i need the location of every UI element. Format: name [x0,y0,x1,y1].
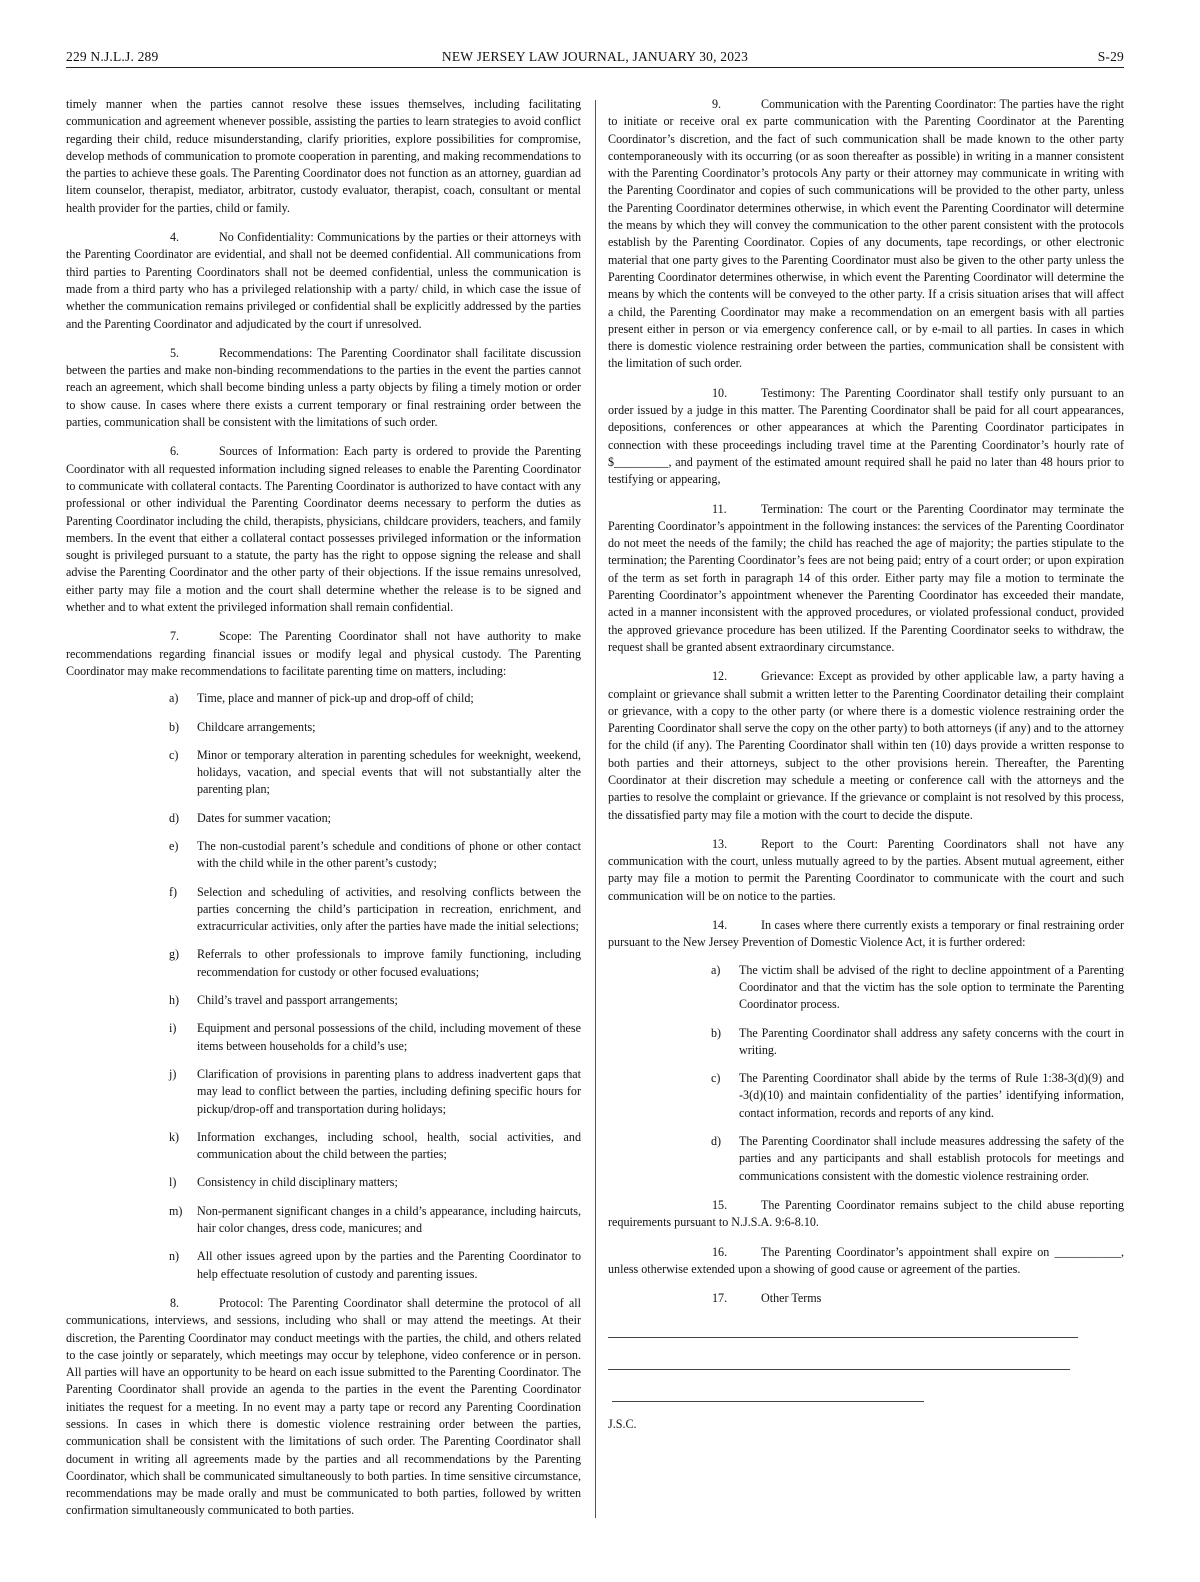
list-item-text: The Parenting Coordinator shall abide by the terms of Rule 1:38-3(d)(9) and -3(d)(10) and maintain confidentiality of the parties’ identifying information, contact information, records and reports of any kind. [739,1071,1124,1120]
list-item-text: Non-permanent significant changes in a child’s appearance, including haircuts, hair color changes, dress code, manicures; and [197,1203,581,1236]
list-item-text: Consistency in child disciplinary matters; [197,1175,398,1190]
list-item-text: All other issues agreed upon by the parties and the Parenting Coordinator to help effectuate resolution of custody and parenting issues. [197,1249,581,1281]
list-item-label: m) [169,1203,183,1218]
list-item-label: b) [711,1025,722,1040]
page-header [66,49,1124,69]
restraining-order-list [608,962,1124,1185]
list-item-text: The victim shall be advised of the right to decline appointment of a Parenting Coordinator and that the victim has the sole option to terminate the Parenting Coordinator process. [739,962,1124,1012]
paragraph-7 [66,628,581,680]
list-item-label: k) [169,1129,180,1144]
list-item-label: a) [169,691,179,706]
list-item [169,719,581,736]
list-item-label: b) [169,719,180,734]
header-page-number: S-29 [1097,49,1124,64]
list-item [169,1066,581,1118]
list-item-text: Time, place and manner of pick-up and drop-off of child; [197,691,474,706]
list-item [169,747,581,799]
paragraph-6 [66,443,581,616]
list-item [169,690,581,707]
list-item [711,1070,1124,1122]
list-item-text: Equipment and personal possessions of the child, including movement of these items between households for a child’s use; [197,1021,581,1053]
paragraph-number: 6. [170,444,180,459]
list-item-label: i) [169,1021,177,1036]
paragraph-number: 8. [170,1295,180,1310]
list-item-label: d) [169,810,180,825]
paragraph-10 [608,385,1124,489]
paragraph-12 [608,668,1124,824]
list-item [711,1025,1124,1060]
paragraph-5 [66,345,581,431]
list-item [169,838,581,873]
list-item-text: Referrals to other professionals to improve family functioning, including recommendation for custody or other focused evaluations; [197,947,581,979]
column-divider [595,100,596,1518]
list-item-label: n) [169,1249,180,1264]
paragraph-number: 7. [170,629,180,644]
paragraph-text: Recommendations: The Parenting Coordinator shall facilitate discussion between the parties and make non-binding recommendations to the parties in the event the parties cannot reach an agreement, which shall become binding unless a party objects by filing a timely motion or order to show cause. In cases where there exists a current temporary or final restraining order between the parties, communication shall be consistent with the limitations of such order. [66,345,581,430]
list-item-text: The non-custodial parent’s schedule and conditions of phone or other contact with the child while in the other parent’s custody; [197,838,581,871]
list-item [711,962,1124,1014]
paragraph-number: 16. [712,1244,728,1259]
paragraph-number: 14. [712,918,728,933]
list-item [169,1203,581,1238]
paragraph-continued: timely manner when the parties cannot resolve these issues themselves, including facilitating communication and agreement whenever possible, assisting the parties to learn strategies to avoid conflict regarding their child, reduce misunderstanding, clarify priorities, explore possibilities for compromise, develop methods of communication to promote cooperation in parenting, and making recommendations to the parties to achieve these goals. The Parenting Coordinator does not function as an attorney, guardian ad litem counselor, therapist, mediator, arbitrator, custody evaluator, therapist, coach, consultant or mental health provider for the parties, child or family. [66,97,581,215]
paragraph-9 [608,96,1124,373]
list-item-label: c) [169,747,179,762]
list-item-label: c) [711,1071,721,1086]
list-item-label: d) [711,1134,722,1149]
paragraph-number: 4. [170,230,180,245]
list-item-text: Clarification of provisions in parenting plans to address inadvertent gaps that may lead to conflict between the parties, including defining specific hours for pickup/drop-off and transportation during holidays; [197,1066,581,1116]
paragraph-8 [66,1295,581,1520]
paragraph-text: Sources of Information: Each party is ordered to provide the Parenting Coordinator with all requested information including signed releases to enable the Parenting Coordinator to communicate with collateral contacts. The Parenting Coordinator is authorized to have contact with any professional or other individual the Parenting Coordinator deems necessary to perform the duties as Parenting Coordinator including the child, therapists, physicians, childcare providers, teachers, and family members. In the event that either a collateral contact possesses privileged information or the information sought is privileged pursuant to a statute, the party has the right to oppose signing the release and shall advise the Parenting Coordinator and the other party of their objections. If the issue remains unresolved, either party may file a motion and the court shall determine whether the release is to be signed and whether and to what extent the privileged information shall remain confidential. [66,444,581,615]
list-item [169,810,581,827]
paragraph-text: Grievance: Except as provided by other applicable law, a party having a complaint or grievance shall submit a written letter to the Parenting Coordinator detailing their complaint or grievance, with a copy to the other party (or where there is a domestic violence restraining order the Parenting Coordinator shall serve the copy on the other party) to both attorneys (if any) and to the attorney for the child (if any). The Parenting Coordinator shall within ten (10) days provide a written response to both parties and their attorneys, subject to the other provisions herein. Thereafter, the Parenting Coordinator at their discretion may schedule a meeting or conference call with the attorneys and the parties to resolve the complaint or grievance. If the grievance or complaint is not resolved by this process, the dissatisfied party may file a motion with the court to decide the dispute. [608,669,1124,822]
list-item-label: f) [169,884,178,899]
paragraph-number: 15. [712,1197,728,1212]
paragraph-number: 17. [712,1291,728,1306]
paragraph-text: Scope: The Parenting Coordinator shall not have authority to make recommendations regarding financial issues or modify legal and physical custody. The Parenting Coordinator may make recommendations to facilitate parenting time on matters, including: [66,629,581,678]
other-terms-blank-line [608,1351,1070,1370]
signature-line [612,1383,924,1402]
paragraph-11 [608,501,1124,657]
left-column [66,96,581,1532]
list-item [169,1129,581,1164]
list-item-text: Child’s travel and passport arrangements; [197,993,398,1008]
signature-label: J.S.C. [608,1417,637,1432]
list-item-text: Dates for summer vacation; [197,810,331,825]
list-item [169,1248,581,1283]
paragraph-text: In cases where there currently exists a temporary or final restraining order pursuant to the New Jersey Prevention of Domestic Violence Act, it is further ordered: [608,918,1124,950]
paragraph-text: The Parenting Coordinator’s appointment shall expire on ___________, unless otherwise extended upon a showing of good cause or agreement of the parties. [608,1244,1124,1276]
list-item [169,1174,581,1191]
list-item-label: g) [169,947,180,962]
paragraph-4 [66,229,581,333]
list-item-label: j) [169,1066,177,1081]
paragraph-15 [608,1197,1124,1232]
paragraph-text: Other Terms [761,1291,822,1306]
paragraph-text: Protocol: The Parenting Coordinator shall determine the protocol of all communications, interviews, and sessions, including who shall or may attend the meetings. At their discretion, the Parenting Coordinator may conduct meetings with the parties, the child, and others related to the case jointly or separately, which meetings may occur by telephone, video conference or in person. All parties will have an opportunity to be heard on each issue submitted to the Parenting Coordinator. The Parenting Coordinator shall provide an agenda to the parties in the event the Parenting Coordinator initiates the request for a meeting. In no event may a party tape or record any Parenting Coordination sessions. In cases in which there is domestic violence restraining order between the parties, communication shall be consistent with the limitations of such order. The Parenting Coordinator shall document in writing all agreements made by the parties and all recommendations by the Parenting Coordinator, which shall be communicated simultaneously to both parties. In time sensitive circumstance, recommendations may be made orally and must be communicated to both parties, followed by written confirmation simultaneously communicated to both parties. [66,1295,581,1518]
header-citation: 229 N.J.L.J. 289 [66,49,159,64]
paragraph-16 [608,1244,1124,1279]
list-item-text: Selection and scheduling of activities, and resolving conflicts between the parties concerning the child’s participation in recreation, enrichment, and extracurricular activities, only after the parties have made the initial selections; [197,884,581,934]
paragraph-14 [608,917,1124,952]
header-rule [66,67,1124,68]
header-journal-title: NEW JERSEY LAW JOURNAL, JANUARY 30, 2023 [441,49,749,64]
paragraph-text: Report to the Court: Parenting Coordinators shall not have any communication with the court, unless mutually agreed to by the parties. Absent mutual agreement, either party may file a motion to permit the Parenting Coordinator to communicate with the court and such communication will be on notice to the parties. [608,836,1124,903]
paragraph-text: No Confidentiality: Communications by the parties or their attorneys with the Parenting Coordinator are evidential, and shall not be deemed confidential. All communications from third parties to Parenting Coordinators shall not be deemed confidential, unless the communication is made from a third party who has a privileged relationship with a party/ child, in which case the issue of whether the communication remains privileged or confidential shall be explicitly addressed by the parties and the Parenting Coordinator and adjudicated by the court if unresolved. [66,230,581,331]
list-item-text: The Parenting Coordinator shall include measures addressing the safety of the parties and any participants and shall establish protocols for meetings and communications consistent with the domestic violence restraining order. [739,1134,1124,1183]
list-item-label: h) [169,993,180,1008]
paragraph-number: 10. [712,385,728,400]
list-item [169,1020,581,1055]
right-column [608,96,1124,1434]
list-item-text: The Parenting Coordinator shall address any safety concerns with the court in writing. [739,1025,1124,1057]
list-item-text: Minor or temporary alteration in parenting schedules for weeknight, weekend, holidays, vacation, and special events that will not substantially alter the parenting plan; [197,747,581,797]
paragraph-17 [608,1290,1124,1307]
other-terms-blank-line [608,1319,1078,1338]
list-item [169,992,581,1009]
scope-list [66,690,581,1283]
list-item-label: e) [169,838,179,853]
paragraph-text: Testimony: The Parenting Coordinator shall testify only pursuant to an order issued by a judge in this matter. The Parenting Coordinator shall be paid for all court appearances, depositions, conferences or other appearances at which the Parenting Coordinator participates in connection with these proceedings including travel time at the Parenting Coordinator’s hourly rate of $_________, and payment of the estimated amount required shall he paid no later than 48 hours prior to testifying or appearing, [608,385,1124,487]
list-item-label: a) [711,962,721,977]
paragraph-text: The Parenting Coordinator remains subject to the child abuse reporting requirements pursuant to N.J.S.A. 9:6-8.10. [608,1197,1124,1230]
paragraph-text: Termination: The court or the Parenting Coordinator may terminate the Parenting Coordinator’s appointment in the following instances: the services of the Parenting Coordinator do not meet the needs of the family; the child has reached the age of majority; the parties stipulate to the termination; the Parenting Coordinator’s fees are not being paid; entry of a court order; or upon expiration of the term as set forth in paragraph 14 of this order. Either party may file a motion to terminate the Parenting Coordinator’s appointment whenever the Parenting Coordinator has exceeded their mandate, acted in a manner inconsistent with the approved procedures, or violated professional conduct, provided the approved grievance procedure has been utilized. If the Parenting Coordinator seeks to withdraw, the request shall be granted absent extraordinary circumstance. [608,501,1124,654]
paragraph-number: 11. [712,501,727,516]
list-item [711,1133,1124,1185]
list-item [169,946,581,981]
paragraph-number: 13. [712,836,728,851]
paragraph-13 [608,836,1124,905]
paragraph-number: 12. [712,669,728,684]
list-item-label: l) [169,1175,177,1190]
list-item-text: Information exchanges, including school, health, social activities, and communication about the child between the parties; [197,1129,581,1162]
list-item-text: Childcare arrangements; [197,719,316,734]
paragraph-text: Communication with the Parenting Coordinator: The parties have the right to initiate or receive oral ex parte communication with the Parenting Coordinator at the Parenting Coordinator’s discretion, and the fact of such communication shall be made known to the other party contemporaneously with its occurring (or as soon thereafter as possible) in writing in a manner consistent with the Parenting Coordinator’s protocols Any party or their attorney may communicate in writing with the Parenting Coordinator and copies of such communications will be provided to the other party, unless the Parenting Coordinator determines otherwise, in which event the Parenting Coordinator will determine the means by which they will convey the communication to the other parent consistent with the protocols establish by the Parenting Coordinator. Copies of any documents, tape recordings, or other electronic material that one party gives to the Parenting Coordinator must also be given to the other party unless the Parenting Coordinator determines otherwise, in which event the Parenting Coordinator will determine the means by which the contents will be conveyed to the other party. If a crisis situation arises that will affect a child, the Parenting Coordinator may make a recommendation on an emergent basis with all parties present either in person or via emergency conference call, or by e-mail to all parties. In cases in which there is domestic violence restraining order between the parties, communication shall be consistent with the limitation of such order. [608,97,1124,371]
paragraph-number: 9. [712,97,722,111]
list-item [169,884,581,936]
paragraph-number: 5. [170,345,180,360]
